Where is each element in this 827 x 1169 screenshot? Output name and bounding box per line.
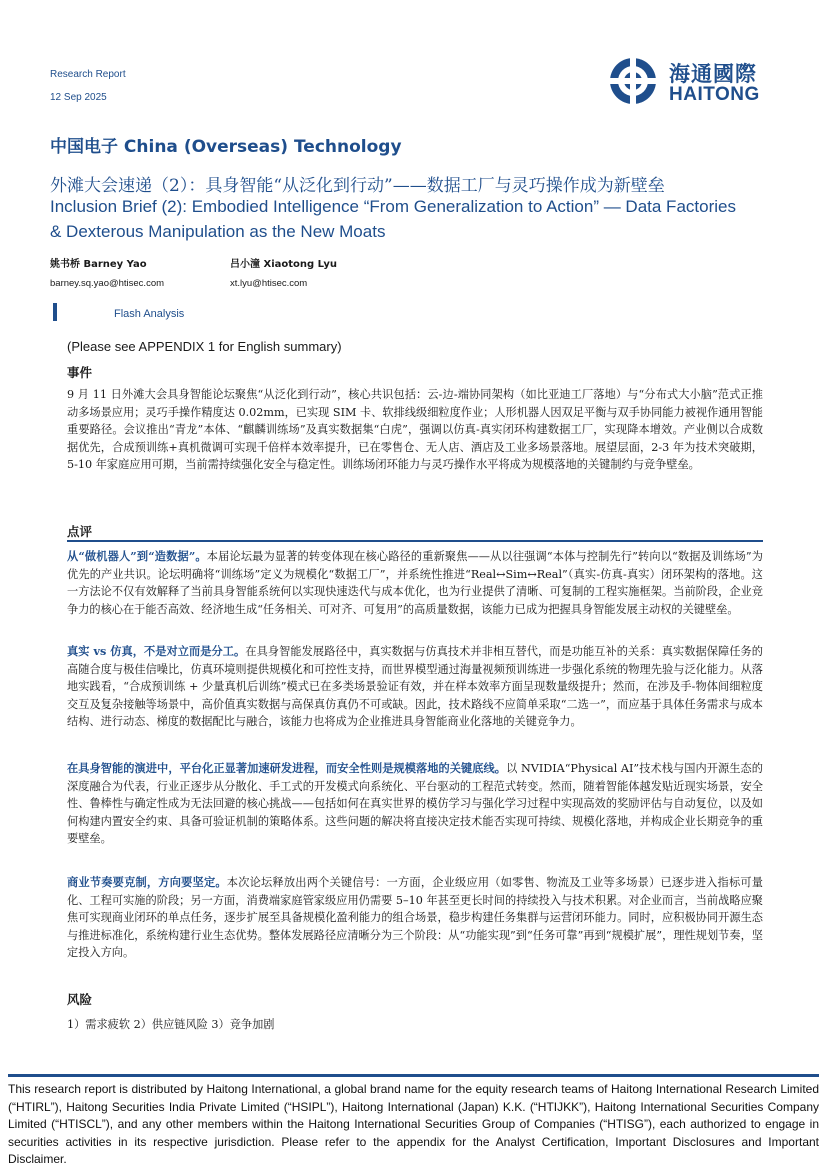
report-title-en-line1: Inclusion Brief (2): Embodied Intelligence “From Generalization to Action” — Data Factories bbox=[50, 197, 736, 216]
comment-divider bbox=[67, 540, 763, 542]
logo-en-text: HAITONG bbox=[669, 84, 760, 105]
paragraph-2-lead: 真实 vs 仿真，不是对立而是分工。 bbox=[67, 644, 246, 658]
author-2-name: 吕小潼 Xiaotong Lyu bbox=[230, 259, 337, 270]
paragraph-4-lead: 商业节奏要克制，方向要坚定。 bbox=[67, 875, 227, 889]
event-heading: 事件 bbox=[67, 365, 93, 380]
comment-paragraph-4 bbox=[67, 874, 763, 962]
tag-bar bbox=[53, 303, 57, 321]
report-date: 12 Sep 2025 bbox=[50, 92, 107, 103]
sector-title: 中国电子 China (Overseas) Technology bbox=[50, 137, 402, 157]
haitong-emblem-icon bbox=[607, 56, 665, 106]
paragraph-2-body: 在具身智能发展路径中，真实数据与仿真技术并非相互替代，而是功能互补的关系：真实数据保障任务的高随合度与极佳信噪比，仿真环境则提供规模化和可控性支持，而世界模型通过海量视频预训练进一步强化系统的物理先验与泛化能力。从落地实践看，“合成预训练 + 少量真机后训练”模式已在多类场景验证有效，并在样本效率方面呈现数量级提升；然而，在涉及手-物体间细粒度交互及复杂接触等场景中，高价值真实数据与高保真仿真仍不可或缺。因此，技术路线不应简单采取“二选一”，而应基于具体任务需求与成本结构、进行动态、梯度的数据配比与融合，该能力也将成为企业推进具身智能商业化落地的关键竞争力。 bbox=[67, 645, 763, 729]
footer-disclaimer: This research report is distributed by Haitong International, a global brand name for the equity research teams of Haitong International Research Limited (“HTIRL”), Haitong Securities India Private Limited (“HSIPL”), Haitong International (Japan) K.K. (“HTIJKK”), Haitong International Securities Company Limited (“HTISCL”), and any other members within the Haitong International Securities Group of Companies (“HTISG”), each authorized to engage in securities activities in its respective jurisdiction. Please refer to the appendix for the Analyst Certification, Important Disclosures and Important Disclaimer. bbox=[8, 1082, 819, 1166]
report-title-en bbox=[50, 194, 780, 244]
paragraph-3-lead: 在具身智能的演进中，平台化正显著加速研发进程，而安全性则是规模落地的关键底线。 bbox=[67, 761, 507, 775]
haitong-logo bbox=[607, 56, 767, 106]
comment-heading: 点评 bbox=[67, 524, 93, 539]
author-1-email[interactable]: barney.sq.yao@htisec.com bbox=[50, 278, 165, 289]
comment-paragraph-1 bbox=[67, 548, 763, 618]
risk-list: 1）需求疲软 2）供应链风险 3）竞争加剧 bbox=[67, 1018, 275, 1031]
comment-paragraph-3 bbox=[67, 760, 763, 848]
event-paragraph: 9 月 11 日外滩大会具身智能论坛聚焦“从泛化到行动”，核心共识包括：云-边-端协同架构（如比亚迪工厂落地）与“分布式大小脑”范式正推动多场景应用；灵巧手操作精度达 0.02mm，已实现 SIM 卡、软排线级细粒度作业；人形机器人因双足平衡与双手协同能力被视作通用智能重要路径。会议推出“青龙”本体、“麒麟训练场”及真实数据集“白虎”，强调以仿真-真实闭环构建数据工厂，实现降本增效。产业侧以合成数据优先，合成预训练+真机微调可实现千倍样本效率提升，已在零售仓、无人店、酒店及工业多场景落地。展望层面，2-3 年为技术突破期，5-10 年家庭应用可期，当前需持续强化安全与稳定性。训练场闭环能力与灵巧操作水平将成为规模落地的关键制约与竞争壁垒。 bbox=[67, 388, 763, 472]
paragraph-3-body: 以 NVIDIA“Physical AI”技术栈与国内开源生态的深度融合为代表，行业正逐步从分散化、手工式的开发模式向系统化、平台驱动的工程范式转变。然而，随着智能体越发贴近现实场景，安全性、鲁棒性与确定性成为无法回避的核心挑战——包括如何在真实世界的模仿学习与强化学习过程中实现高效的奖励评估与自动复位，以及如何构建内置安全约束、具备可验证机制的策略体系。这些问题的解决将直接决定技术能否实现可持续、规模化落地，并构成企业长期竞争的重要壁垒。 bbox=[67, 762, 763, 846]
author-1-name: 姚书桥 Barney Yao bbox=[50, 259, 147, 270]
report-title-cn: 外滩大会速递（2）：具身智能“从泛化到行动”——数据工厂与灵巧操作成为新壁垒 bbox=[50, 176, 665, 196]
paragraph-1-body: 本届论坛最为显著的转变体现在核心路径的重新聚焦——从以往强调“本体与控制先行”转向以“数据及训练场”为优先的产业共识。论坛明确将“训练场”定义为规模化“数据工厂”，并系统性推进“Real↔Sim↔Real”（真实-仿真-真实）闭环架构的落地。这一方法论不仅有效解释了当前具身智能系统何以实现快速迭代与成本优化，也为行业提供了清晰、可复制的工程实施框架。当前阶段，企业竞争力的核心在于能否高效、经济地生成“任务相关、可对齐、可复用”的高质量数据，该能力已成为把握具身智能发展主动权的关键壁垒。 bbox=[67, 550, 763, 616]
report-title-en-line2: & Dexterous Manipulation as the New Moats bbox=[50, 222, 386, 241]
author-2-email[interactable]: xt.lyu@htisec.com bbox=[230, 278, 308, 289]
risk-heading: 风险 bbox=[67, 992, 93, 1007]
flash-analysis-tag: Flash Analysis bbox=[114, 308, 185, 320]
footer-rule bbox=[8, 1074, 819, 1077]
appendix-note: (Please see APPENDIX 1 for English summary) bbox=[67, 339, 342, 354]
report-type: Research Report bbox=[50, 69, 126, 80]
paragraph-4-body: 本次论坛释放出两个关键信号：一方面，企业级应用（如零售、物流及工业等多场景）已逐步进入指标可量化、工程可实施的阶段；另一方面，消费端家庭管家级应用仍需要 5–10 年甚至更长时间的持续投入与技术积累。对企业而言，当前战略应聚焦可实现商业闭环的单点任务，逐步扩展至具备规模化盈利能力的组合场景，稳步构建任务集群与运营闭环能力。同时，应积极协同开源生态与推进标准化，系统构建行业生态优势。整体发展路径应清晰分为三个阶段：从“功能实现”到“任务可靠”再到“规模扩展”，理性规划节奏，坚定投入方向。 bbox=[67, 876, 763, 960]
paragraph-1-lead: 从“做机器人”到“造数据”。 bbox=[67, 549, 207, 563]
logo-cn-text: 海通國際 bbox=[669, 62, 757, 86]
comment-paragraph-2 bbox=[67, 643, 763, 731]
